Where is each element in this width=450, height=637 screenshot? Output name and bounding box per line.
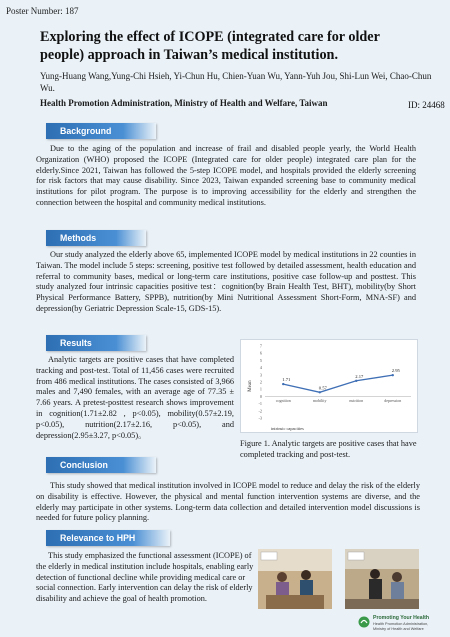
data-label: 1.71	[282, 377, 291, 383]
relevance-text: This study emphasized the functional assessment (ICOPE) of the elderly in medical institution include hospitals, enabling early detection of functional decline while providing medical care or social connection. Early intervention can delay the risk of elderly disability and achieve the goal of health promotion.	[36, 551, 254, 604]
photo-assessment-session	[345, 549, 419, 609]
y-tick-label: 2	[259, 379, 262, 385]
data-point	[392, 374, 394, 376]
x-axis-label: intrinsic capacities	[271, 426, 304, 431]
data-label: 2.17	[355, 373, 364, 379]
authors: Yung-Huang Wang,Yung-Chi Hsieh, Yi-Chun Hu, Chien-Yuan Wu, Yann-Yuh Jou, Shi-Lun Wei, Chao-Chun Wu.	[40, 71, 432, 93]
x-tick-label: cognition	[275, 397, 291, 403]
y-tick-label: 5	[259, 357, 262, 363]
data-point	[319, 391, 321, 393]
x-tick-label: nutrition	[349, 397, 364, 403]
y-axis-label: Mean	[248, 380, 253, 392]
hpa-logo-icon	[358, 616, 370, 628]
y-tick-label: 6	[259, 350, 262, 356]
data-label: 0.57	[318, 385, 327, 391]
footer-logo	[358, 614, 448, 636]
background-text: Due to the aging of the population and increase of frail and disabled people yearly, the World Health Organization (WHO) proposed the ICOPE (Integrated care for older people) integrated care plan for the elderly.Since 2021, Taiwan has followed the 5-step ICOPE model, and hospitals provided the elderly screening for risk factors that may cause disability. Since 2023, Taiwan expanded screening base to community medical institutions for pilot program. The purpose is to improving accessibility for the elderly and strengthen the connection between the hospital and community medical institutions.	[36, 144, 416, 207]
methods-heading: Methods	[46, 230, 146, 246]
y-tick-label: -1	[258, 401, 262, 407]
poster-id: ID: 24468	[408, 100, 445, 110]
results-text: Analytic targets are positive cases that have completed tracking and post-test. Total of 11,456 cases were recruited from 486 medical institutions. The cases consisted of 3,966 males and 7,490 females, with an average age of 77.35 ± 7.66 years. A pretest-posttest research shows improvement in cognition(1.71±2.82 , p<0.05), mobility(0.57±2.19, p<0.05), nutrition(2.17±2.16, p<0.05), and depression(2.95±3.27, p<0.05)。	[36, 355, 234, 440]
logo-line-1: Promoting Your Health	[373, 615, 430, 621]
relevance-heading: Relevance to HPH	[46, 530, 170, 546]
series-line	[283, 375, 393, 392]
line-chart	[241, 340, 419, 434]
data-label: 2.95	[391, 368, 400, 374]
y-tick-label: -3	[258, 415, 262, 421]
background-heading: Background	[46, 123, 156, 139]
affiliation: Health Promotion Administration, Ministry of Health and Welfare, Taiwan	[40, 98, 328, 108]
photo-screening-session	[258, 549, 332, 609]
y-tick-label: -2	[258, 408, 262, 414]
y-tick-label: 3	[259, 372, 262, 378]
y-tick-label: 1	[259, 386, 262, 392]
data-point	[282, 383, 284, 385]
x-tick-label: depression	[384, 397, 402, 403]
chart-box	[240, 339, 418, 433]
data-point	[355, 380, 357, 382]
logo-line-3: Ministry of Health and Welfare	[373, 627, 424, 631]
results-heading: Results	[46, 335, 146, 351]
poster-title: Exploring the effect of ICOPE (integrated care for older people) approach in Taiwan’s medical institution.	[40, 29, 380, 63]
x-tick-label: mobility	[312, 397, 327, 403]
figure-caption: Figure 1. Analytic targets are positive cases that have completed tracking and post-test.	[240, 439, 417, 459]
poster-number: Poster Number: 187	[6, 6, 79, 16]
conclusion-heading: Conclusion	[46, 457, 156, 473]
y-tick-label: 4	[259, 365, 262, 371]
methods-text: Our study analyzed the elderly above 65, implemented ICOPE model by medical institutions in 22 counties in Taiwan. The model include 5 steps: screening, positive test followed by detailed assessment, health education and referral to community bases, medical or long-term care institutions, positive case follow-up and posttest. This study analyzed four intrinsic capacities positive test：cognition(by Brain Health Test, BHT), mobility(by Short Physical Performance Battery, SPPB), nutrition(by Mini Nutritional Assessment Short-Form, MNA-SF) and depression(by Geriatric Depression Scale-15, GDS-15).	[36, 250, 416, 313]
logo-line-2: Health Promotion Administration,	[373, 622, 429, 626]
conclusion-text: This study showed that medical institution involved in ICOPE model to reduce and delay the risk of the elderly on disability is effective. However, the physical and mental function intervention systems are diverse, and the elderly may participate in other systems. Long-term data collection and detailed intervention model discussions is needed for future policy planning.	[36, 481, 420, 523]
y-tick-label: 7	[259, 343, 262, 349]
y-tick-label: 0	[259, 393, 262, 399]
